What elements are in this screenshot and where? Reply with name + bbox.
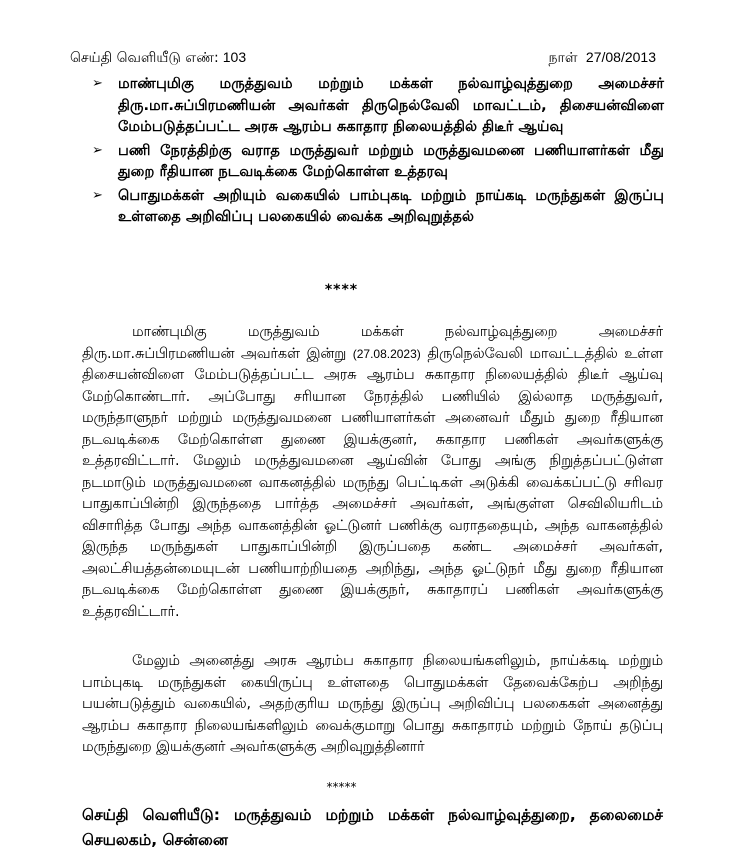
paragraph-2-text: மேலும் அனைத்து அரசு ஆரம்ப சுகாதார நிலையங்களிலும், நாய்க்கடி மற்றும் பாம்புகடி மருந்துகள் கையிருப்பு உள்ளதை பொதுமக்கள் தேவைக்கேற்ப அறிந்து பயன்படுத்தும் வகையில், அதற்குரிய மருந்து இருப்பு அறிவிப்பு பலகைகள் அனைத்து ஆரம்ப சுகாதார நிலையங்களிலும் வைக்குமாறு பொது சுகாதாரம் மற்றும் நோய் தடுப்பு மருந்துறை இயக்குனர் அவர்களுக்கு அறிவுறுத்தினார் (82, 653, 663, 755)
section-separator-bottom: ***** (326, 780, 357, 794)
paragraph-1-text-end: திருநெல்வேலி மாவட்டத்தில் உள்ள திசையன்விளை மேம்படுத்தப்பட்ட அரசு ஆரம்ப சுகாதார நிலையத்தில் திடீர் ஆய்வு மேற்கொண்டார். அப்போது சரியான நேரத்தில் பணியில் இல்லாத மருத்துவர், மருந்தாளுநர் மற்றும் மருத்துவமனை பணியாளர்கள் அனைவர் மீதும் துறை ரீதியான நடவடிக்கை மேற்கொள்ள துணை இயக்குனர், சுகாதார பணிகள் அவர்களுக்கு உத்தரவிட்டார். மேலும் மருத்துவமனை ஆய்வின் போது அங்கு நிறுத்தப்பட்டுள்ள நடமாடும் மருத்துவமனை வாகனத்தில் மருந்து பெட்டிகள் அடுக்கி வைக்கப்பட்டு சரிவர பாதுகாப்பின்றி இருந்ததை பார்த்த அமைச்சர் அவர்கள், அங்குள்ள செவிலியரிடம் விசாரித்த போது அந்த வாகனத்தின் ஓட்டுனர் பணிக்கு வராததையும், அந்த வாகனத்தில் இருந்த மருந்துகள் பாதுகாப்பின்றி இருப்பதை கண்ட அமைச்சர் அவர்கள், அலட்சியத்தன்மையுடன் பணியாற்றியதை அறிந்து, அந்த ஓட்டுநர் மீது துறை ரீதியான நடவடிக்கை மேற்கொள்ள துணை இயக்குநர், சுகாதாரப் பணிகள் அவர்களுக்கு உத்தரவிட்டார். (82, 345, 663, 620)
arrow-bullet-icon: ➢ (92, 76, 103, 91)
release-number: 103 (222, 49, 247, 65)
section-separator-top: **** (324, 282, 359, 298)
headline-bullet-text: மாண்புமிகு மருத்துவம் மற்றும் மக்கள் நல்வாழ்வுத்துறை அமைச்சர் திரு.மா.சுப்பிரமணியன் அவர்கள் திருநெல்வேலி மாவட்டம், திசையன்விளை மேம்படுத்தப்பட்ட அரசு ஆரம்ப சுகாதார நிலையத்தில் திடீர் ஆய்வு (118, 75, 664, 135)
headline-bullet-text: பணி நேரத்திற்கு வராத மருத்துவர் மற்றும் மருத்துவமனை பணியாளர்கள் மீது துறை ரீதியான நடவடிக்கை மேற்கொள்ள உத்தரவு (118, 141, 664, 180)
headline-bullet (92, 73, 664, 138)
release-number-line (70, 48, 246, 67)
headline-bullet-text: பொதுமக்கள் அறியும் வகையில் பாம்புகடி மற்றும் நாய்கடி மருந்துகள் இருப்பு உள்ளதை அறிவிப்பு பலகையில் வைக்க அறிவுறுத்தல் (118, 186, 664, 225)
headline-bullet (92, 185, 664, 228)
release-date: 27/08/2013 (585, 49, 656, 65)
headline-bullet (92, 140, 664, 183)
release-date-label: நாள் (548, 50, 578, 66)
paragraph-1-text-start: மாண்புமிகு மருத்துவம் மக்கள் நல்வாழ்வுத்துறை அமைச்சர் திரு.மா.சுப்பிரமணியன் அவர்கள் இன்று (82, 324, 663, 362)
release-number-label: செய்தி வெளியீடு எண்: (70, 50, 219, 66)
paragraph-1-date: (27.08.2023) (352, 346, 421, 361)
arrow-bullet-icon: ➢ (92, 187, 103, 203)
release-footer: செய்தி வெளியீடு: மருத்துவம் மற்றும் மக்கள் நல்வாழ்வுத்துறை, தலைமைச் செயலகம், சென்னை (82, 806, 663, 849)
body-paragraph-1 (82, 322, 663, 623)
headline-bullet-list (92, 73, 664, 230)
arrow-bullet-icon: ➢ (92, 142, 103, 158)
release-date-line (549, 48, 656, 67)
body-paragraph-2 (82, 651, 663, 759)
